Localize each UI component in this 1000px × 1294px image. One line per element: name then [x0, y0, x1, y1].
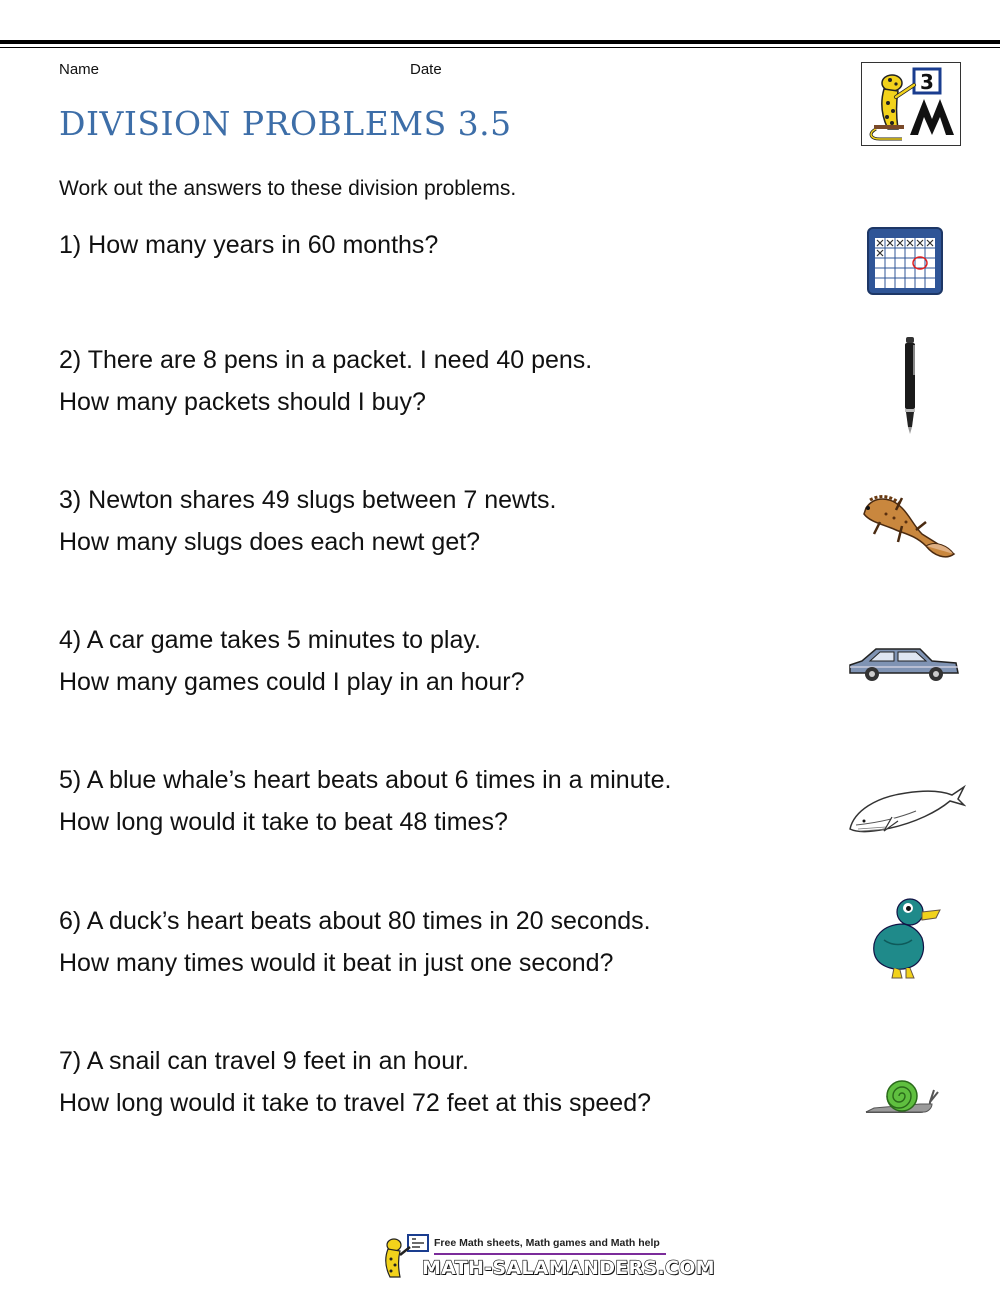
question-3 [59, 479, 557, 563]
question-6 [59, 900, 651, 984]
question-5 [59, 759, 671, 843]
duck-icon [870, 894, 942, 980]
question-7 [59, 1040, 651, 1124]
question-text: 6) A duck’s heart beats about 80 times in 20 seconds. [59, 907, 651, 935]
footer-tagline: Free Math sheets, Math games and Math help [434, 1237, 660, 1249]
name-label: Name [59, 61, 100, 78]
question-text: 1) How many years in 60 months? [59, 231, 439, 259]
whale-icon [846, 775, 966, 837]
question-2 [59, 339, 592, 423]
logo-grade-number: 3 [920, 70, 934, 94]
footer-brand: MATH-SALAMANDERS.COM [422, 1257, 715, 1279]
page-title: DIVISION PROBLEMS 3.5 [59, 104, 512, 143]
car-icon [846, 643, 962, 683]
salamander-grade-logo-icon [862, 63, 960, 145]
question-text-line2: How many slugs does each newt get? [59, 528, 481, 556]
question-text: 4) A car game takes 5 minutes to play. [59, 626, 481, 654]
question-1 [59, 224, 438, 266]
instructions: Work out the answers to these division problems. [59, 177, 517, 200]
question-text-line2: How many times would it beat in just one second? [59, 949, 614, 977]
snail-icon [864, 1076, 940, 1116]
top-rule [0, 40, 1000, 44]
question-text: 7) A snail can travel 9 feet in an hour. [59, 1047, 469, 1075]
pen-icon [902, 335, 918, 435]
question-4 [59, 619, 525, 703]
question-text-line2: How long would it take to travel 72 feet at this speed? [59, 1089, 652, 1117]
calendar-icon [866, 226, 944, 296]
newt-icon [856, 490, 960, 562]
date-label: Date [410, 61, 442, 78]
question-text: 3) Newton shares 49 slugs between 7 newts. [59, 486, 557, 514]
top-rule-thin [0, 47, 1000, 48]
question-text-line2: How many games could I play in an hour? [59, 668, 525, 696]
footer-rule [434, 1253, 666, 1255]
question-text: 2) There are 8 pens in a packet. I need 40 pens. [59, 346, 593, 374]
question-text: 5) A blue whale’s heart beats about 6 times in a minute. [59, 766, 672, 794]
question-text-line2: How many packets should I buy? [59, 388, 426, 416]
footer-logo [378, 1233, 715, 1283]
question-text-line2: How long would it take to beat 48 times? [59, 808, 508, 836]
grade-logo [861, 62, 961, 146]
